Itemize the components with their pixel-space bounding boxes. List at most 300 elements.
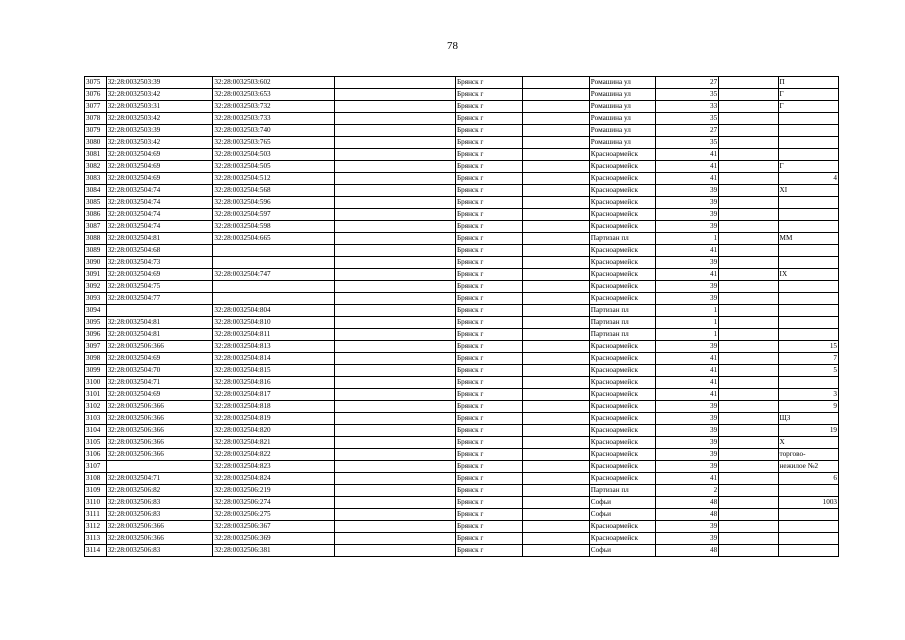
cell-blank xyxy=(719,389,778,401)
table-row xyxy=(85,401,839,413)
cell-cadastral-block: 32:28:0032503:39 xyxy=(106,125,213,137)
cell-cadastral-block: 32:28:0032504:68 xyxy=(106,245,213,257)
cell-blank xyxy=(522,425,589,437)
cell-premises: IX xyxy=(778,269,838,281)
cell-cadastral-number: 32:28:0032504:820 xyxy=(213,425,335,437)
table-row xyxy=(85,101,839,113)
cell-cadastral-block: 32:28:0032504:81 xyxy=(106,317,213,329)
cell-blank xyxy=(335,125,456,137)
cell-row-number: 3085 xyxy=(85,197,107,209)
cell-street: Красноармейск xyxy=(589,269,655,281)
cell-street: Ромашина ул xyxy=(589,137,655,149)
cell-blank xyxy=(522,437,589,449)
cell-cadastral-number: 32:28:0032504:815 xyxy=(213,365,335,377)
cell-cadastral-number: 32:28:0032504:512 xyxy=(213,173,335,185)
cell-blank xyxy=(335,485,456,497)
cell-city: Брянск г xyxy=(456,389,523,401)
cell-blank xyxy=(335,245,456,257)
cell-blank xyxy=(335,137,456,149)
cell-premises xyxy=(778,293,838,305)
cell-premises xyxy=(778,125,838,137)
cell-street: Ромашина ул xyxy=(589,101,655,113)
cell-city: Брянск г xyxy=(456,245,523,257)
cell-premises: торгово- xyxy=(778,449,838,461)
cell-blank xyxy=(522,485,589,497)
cell-cadastral-number: 32:28:0032506:219 xyxy=(213,485,335,497)
cell-house-number: 1 xyxy=(655,305,719,317)
cell-row-number: 3093 xyxy=(85,293,107,305)
cell-blank xyxy=(335,377,456,389)
cell-street: Красноармейск xyxy=(589,365,655,377)
cell-premises xyxy=(778,149,838,161)
cell-house-number: 39 xyxy=(655,293,719,305)
cell-premises: Г xyxy=(778,101,838,113)
cell-street: Красноармейск xyxy=(589,257,655,269)
table-row xyxy=(85,221,839,233)
cell-row-number: 3083 xyxy=(85,173,107,185)
cell-house-number: 39 xyxy=(655,185,719,197)
cell-premises: нежилое №2 xyxy=(778,461,838,473)
cell-city: Брянск г xyxy=(456,473,523,485)
cell-city: Брянск г xyxy=(456,449,523,461)
cell-cadastral-number: 32:28:0032504:824 xyxy=(213,473,335,485)
cell-cadastral-block: 32:28:0032504:69 xyxy=(106,389,213,401)
cell-blank xyxy=(719,449,778,461)
cell-street: Красноармейск xyxy=(589,173,655,185)
cell-city: Брянск г xyxy=(456,377,523,389)
cell-city: Брянск г xyxy=(456,257,523,269)
cell-cadastral-block: 32:28:0032504:69 xyxy=(106,269,213,281)
table-row xyxy=(85,173,839,185)
cell-city: Брянск г xyxy=(456,353,523,365)
table-row xyxy=(85,341,839,353)
cell-house-number: 35 xyxy=(655,89,719,101)
cell-city: Брянск г xyxy=(456,185,523,197)
cell-cadastral-block: 32:28:0032503:42 xyxy=(106,89,213,101)
cell-cadastral-block: 32:28:0032506:366 xyxy=(106,425,213,437)
cell-blank xyxy=(719,425,778,437)
cell-cadastral-number: 32:28:0032503:653 xyxy=(213,89,335,101)
cell-house-number: 39 xyxy=(655,437,719,449)
cell-street: Красноармейск xyxy=(589,221,655,233)
cell-city: Брянск г xyxy=(456,533,523,545)
cell-blank xyxy=(719,293,778,305)
cell-blank xyxy=(522,245,589,257)
cell-blank xyxy=(522,497,589,509)
table-row xyxy=(85,389,839,401)
cell-row-number: 3082 xyxy=(85,161,107,173)
cell-row-number: 3096 xyxy=(85,329,107,341)
cell-city: Брянск г xyxy=(456,149,523,161)
registry-table xyxy=(84,76,839,557)
cell-blank xyxy=(335,461,456,473)
cell-street: Красноармейск xyxy=(589,149,655,161)
cell-blank xyxy=(719,437,778,449)
cell-blank xyxy=(719,101,778,113)
cell-blank xyxy=(719,545,778,557)
cell-house-number: 39 xyxy=(655,221,719,233)
cell-blank xyxy=(522,233,589,245)
cell-cadastral-block: 32:28:0032504:69 xyxy=(106,173,213,185)
cell-cadastral-block: 32:28:0032504:77 xyxy=(106,293,213,305)
cell-blank xyxy=(522,149,589,161)
cell-blank xyxy=(335,533,456,545)
table-row xyxy=(85,521,839,533)
cell-blank xyxy=(335,233,456,245)
cell-blank xyxy=(522,77,589,89)
cell-house-number: 39 xyxy=(655,425,719,437)
cell-blank xyxy=(522,197,589,209)
cell-blank xyxy=(522,533,589,545)
cell-premises: 5 xyxy=(778,365,838,377)
cell-blank xyxy=(335,173,456,185)
cell-cadastral-number: 32:28:0032503:765 xyxy=(213,137,335,149)
cell-house-number: 39 xyxy=(655,209,719,221)
cell-cadastral-block: 32:28:0032503:39 xyxy=(106,77,213,89)
cell-cadastral-number: 32:28:0032504:665 xyxy=(213,233,335,245)
cell-premises: 9 xyxy=(778,401,838,413)
cell-blank xyxy=(719,233,778,245)
cell-cadastral-number: 32:28:0032504:810 xyxy=(213,317,335,329)
cell-house-number: 39 xyxy=(655,341,719,353)
cell-blank xyxy=(522,293,589,305)
cell-street: Красноармейск xyxy=(589,413,655,425)
table-row xyxy=(85,509,839,521)
cell-cadastral-number: 32:28:0032503:740 xyxy=(213,125,335,137)
table-row xyxy=(85,461,839,473)
cell-premises xyxy=(778,257,838,269)
cell-street: Красноармейск xyxy=(589,341,655,353)
cell-cadastral-number: 32:28:0032503:733 xyxy=(213,113,335,125)
cell-row-number: 3081 xyxy=(85,149,107,161)
cell-cadastral-block: 32:28:0032506:366 xyxy=(106,341,213,353)
cell-street: Красноармейск xyxy=(589,533,655,545)
cell-street: Партизан пл xyxy=(589,317,655,329)
cell-blank xyxy=(522,161,589,173)
cell-premises: 4 xyxy=(778,173,838,185)
cell-blank xyxy=(719,353,778,365)
cell-city: Брянск г xyxy=(456,317,523,329)
cell-blank xyxy=(719,365,778,377)
cell-cadastral-block xyxy=(106,461,213,473)
cell-house-number: 41 xyxy=(655,473,719,485)
cell-row-number: 3100 xyxy=(85,377,107,389)
cell-street: Красноармейск xyxy=(589,281,655,293)
cell-cadastral-number: 32:28:0032504:813 xyxy=(213,341,335,353)
cell-blank xyxy=(719,77,778,89)
cell-house-number: 48 xyxy=(655,497,719,509)
cell-blank xyxy=(335,389,456,401)
cell-blank xyxy=(719,245,778,257)
cell-city: Брянск г xyxy=(456,293,523,305)
cell-cadastral-number: 32:28:0032504:816 xyxy=(213,377,335,389)
cell-cadastral-block: 32:28:0032504:74 xyxy=(106,209,213,221)
cell-cadastral-number: 32:28:0032504:811 xyxy=(213,329,335,341)
cell-blank xyxy=(335,281,456,293)
cell-cadastral-block: 32:28:0032504:69 xyxy=(106,161,213,173)
cell-cadastral-number: 32:28:0032504:819 xyxy=(213,413,335,425)
cell-cadastral-block: 32:28:0032506:366 xyxy=(106,413,213,425)
cell-cadastral-number: 32:28:0032504:814 xyxy=(213,353,335,365)
cell-street: Партизан пл xyxy=(589,485,655,497)
cell-row-number: 3101 xyxy=(85,389,107,401)
cell-blank xyxy=(522,365,589,377)
cell-house-number: 33 xyxy=(655,101,719,113)
cell-blank xyxy=(522,389,589,401)
cell-row-number: 3075 xyxy=(85,77,107,89)
cell-house-number: 35 xyxy=(655,113,719,125)
cell-premises: П xyxy=(778,77,838,89)
cell-row-number: 3107 xyxy=(85,461,107,473)
cell-house-number: 41 xyxy=(655,365,719,377)
cell-cadastral-block: 32:28:0032506:83 xyxy=(106,509,213,521)
table-row xyxy=(85,437,839,449)
cell-street: Красноармейск xyxy=(589,209,655,221)
cell-blank xyxy=(335,425,456,437)
cell-house-number: 39 xyxy=(655,413,719,425)
cell-city: Брянск г xyxy=(456,197,523,209)
cell-city: Брянск г xyxy=(456,173,523,185)
cell-blank xyxy=(522,137,589,149)
cell-cadastral-number: 32:28:0032506:369 xyxy=(213,533,335,545)
cell-blank xyxy=(522,449,589,461)
cell-premises: X xyxy=(778,437,838,449)
cell-city: Брянск г xyxy=(456,425,523,437)
cell-blank xyxy=(522,257,589,269)
cell-cadastral-block: 32:28:0032504:74 xyxy=(106,197,213,209)
cell-premises xyxy=(778,317,838,329)
cell-street: Ромашина ул xyxy=(589,89,655,101)
table-row xyxy=(85,161,839,173)
cell-row-number: 3110 xyxy=(85,497,107,509)
cell-street: Красноармейск xyxy=(589,185,655,197)
cell-cadastral-number: 32:28:0032506:275 xyxy=(213,509,335,521)
cell-house-number: 27 xyxy=(655,125,719,137)
cell-premises: Г xyxy=(778,161,838,173)
cell-row-number: 3087 xyxy=(85,221,107,233)
cell-premises xyxy=(778,221,838,233)
cell-street: Красноармейск xyxy=(589,245,655,257)
cell-cadastral-block: 32:28:0032506:82 xyxy=(106,485,213,497)
table-row xyxy=(85,485,839,497)
cell-row-number: 3095 xyxy=(85,317,107,329)
table-row xyxy=(85,233,839,245)
cell-street: Красноармейск xyxy=(589,521,655,533)
cell-street: Софьи xyxy=(589,497,655,509)
cell-cadastral-number: 32:28:0032504:598 xyxy=(213,221,335,233)
cell-house-number: 41 xyxy=(655,389,719,401)
cell-blank xyxy=(719,329,778,341)
cell-premises xyxy=(778,305,838,317)
cell-premises xyxy=(778,545,838,557)
cell-blank xyxy=(522,125,589,137)
cell-blank xyxy=(719,377,778,389)
cell-house-number: 39 xyxy=(655,401,719,413)
table-row xyxy=(85,197,839,209)
cell-blank xyxy=(335,353,456,365)
cell-city: Брянск г xyxy=(456,161,523,173)
cell-premises: 7 xyxy=(778,353,838,365)
cell-blank xyxy=(335,497,456,509)
cell-premises: Г xyxy=(778,89,838,101)
table-row xyxy=(85,473,839,485)
cell-cadastral-block: 32:28:0032504:70 xyxy=(106,365,213,377)
cell-blank xyxy=(522,185,589,197)
cell-row-number: 3097 xyxy=(85,341,107,353)
cell-row-number: 3102 xyxy=(85,401,107,413)
cell-house-number: 41 xyxy=(655,161,719,173)
cell-blank xyxy=(522,401,589,413)
cell-blank xyxy=(335,341,456,353)
cell-cadastral-number xyxy=(213,257,335,269)
cell-city: Брянск г xyxy=(456,401,523,413)
cell-blank xyxy=(719,269,778,281)
cell-cadastral-number: 32:28:0032504:817 xyxy=(213,389,335,401)
cell-blank xyxy=(335,437,456,449)
cell-house-number: 1 xyxy=(655,329,719,341)
cell-cadastral-block: 32:28:0032504:81 xyxy=(106,233,213,245)
cell-row-number: 3078 xyxy=(85,113,107,125)
cell-cadastral-number: 32:28:0032504:822 xyxy=(213,449,335,461)
cell-cadastral-block: 32:28:0032504:69 xyxy=(106,149,213,161)
table-row xyxy=(85,209,839,221)
cell-blank xyxy=(719,509,778,521)
cell-blank xyxy=(719,401,778,413)
cell-blank xyxy=(335,365,456,377)
cell-row-number: 3077 xyxy=(85,101,107,113)
table-row xyxy=(85,449,839,461)
cell-cadastral-number: 32:28:0032503:732 xyxy=(213,101,335,113)
cell-blank xyxy=(335,89,456,101)
cell-cadastral-number: 32:28:0032504:747 xyxy=(213,269,335,281)
cell-row-number: 3113 xyxy=(85,533,107,545)
table-row xyxy=(85,305,839,317)
cell-blank xyxy=(719,89,778,101)
cell-blank xyxy=(335,413,456,425)
cell-street: Красноармейск xyxy=(589,161,655,173)
cell-blank xyxy=(335,77,456,89)
table-row xyxy=(85,269,839,281)
cell-cadastral-number xyxy=(213,245,335,257)
cell-premises: ММ xyxy=(778,233,838,245)
cell-house-number: 48 xyxy=(655,509,719,521)
cell-blank xyxy=(522,281,589,293)
cell-row-number: 3108 xyxy=(85,473,107,485)
cell-premises xyxy=(778,377,838,389)
cell-blank xyxy=(335,257,456,269)
cell-blank xyxy=(719,197,778,209)
cell-premises: 3 xyxy=(778,389,838,401)
cell-blank xyxy=(719,341,778,353)
cell-blank xyxy=(335,545,456,557)
cell-blank xyxy=(335,521,456,533)
cell-city: Брянск г xyxy=(456,485,523,497)
table-row xyxy=(85,533,839,545)
table-row xyxy=(85,353,839,365)
cell-premises xyxy=(778,329,838,341)
cell-row-number: 3079 xyxy=(85,125,107,137)
cell-blank xyxy=(335,401,456,413)
cell-premises xyxy=(778,485,838,497)
cell-house-number: 41 xyxy=(655,245,719,257)
cell-blank xyxy=(719,521,778,533)
cell-cadastral-block: 32:28:0032506:366 xyxy=(106,401,213,413)
cell-street: Партизан пл xyxy=(589,329,655,341)
cell-house-number: 39 xyxy=(655,521,719,533)
cell-street: Софьи xyxy=(589,545,655,557)
cell-premises xyxy=(778,245,838,257)
cell-city: Брянск г xyxy=(456,101,523,113)
cell-premises xyxy=(778,521,838,533)
cell-street: Ромашина ул xyxy=(589,113,655,125)
registry-table-body xyxy=(85,77,839,557)
cell-city: Брянск г xyxy=(456,509,523,521)
cell-blank xyxy=(719,317,778,329)
table-row xyxy=(85,113,839,125)
cell-city: Брянск г xyxy=(456,413,523,425)
cell-city: Брянск г xyxy=(456,125,523,137)
cell-blank xyxy=(522,545,589,557)
cell-row-number: 3088 xyxy=(85,233,107,245)
cell-blank xyxy=(719,485,778,497)
cell-street: Красноармейск xyxy=(589,437,655,449)
cell-blank xyxy=(719,497,778,509)
cell-city: Брянск г xyxy=(456,269,523,281)
cell-row-number: 3104 xyxy=(85,425,107,437)
cell-blank xyxy=(719,173,778,185)
cell-cadastral-block: 32:28:0032504:69 xyxy=(106,353,213,365)
cell-premises xyxy=(778,209,838,221)
cell-house-number: 41 xyxy=(655,149,719,161)
cell-street: Красноармейск xyxy=(589,197,655,209)
table-row xyxy=(85,377,839,389)
cell-premises xyxy=(778,533,838,545)
cell-cadastral-block: 32:28:0032506:366 xyxy=(106,533,213,545)
cell-house-number: 1 xyxy=(655,233,719,245)
cell-blank xyxy=(719,533,778,545)
cell-street: Красноармейск xyxy=(589,473,655,485)
cell-blank xyxy=(522,269,589,281)
cell-blank xyxy=(522,305,589,317)
cell-house-number: 1 xyxy=(655,317,719,329)
cell-blank xyxy=(719,461,778,473)
cell-house-number: 39 xyxy=(655,461,719,473)
cell-blank xyxy=(335,269,456,281)
cell-premises xyxy=(778,113,838,125)
cell-cadastral-number: 32:28:0032504:568 xyxy=(213,185,335,197)
cell-blank xyxy=(522,353,589,365)
cell-city: Брянск г xyxy=(456,497,523,509)
cell-cadastral-number: 32:28:0032503:602 xyxy=(213,77,335,89)
table-row xyxy=(85,413,839,425)
cell-blank xyxy=(522,461,589,473)
cell-row-number: 3099 xyxy=(85,365,107,377)
cell-cadastral-block xyxy=(106,305,213,317)
table-row xyxy=(85,185,839,197)
cell-cadastral-number: 32:28:0032506:274 xyxy=(213,497,335,509)
cell-premises xyxy=(778,281,838,293)
table-row xyxy=(85,497,839,509)
cell-row-number: 3080 xyxy=(85,137,107,149)
cell-cadastral-number: 32:28:0032504:505 xyxy=(213,161,335,173)
cell-blank xyxy=(335,473,456,485)
cell-blank xyxy=(335,113,456,125)
cell-blank xyxy=(335,317,456,329)
cell-blank xyxy=(522,521,589,533)
cell-house-number: 39 xyxy=(655,257,719,269)
cell-house-number: 39 xyxy=(655,281,719,293)
cell-cadastral-number: 32:28:0032504:596 xyxy=(213,197,335,209)
